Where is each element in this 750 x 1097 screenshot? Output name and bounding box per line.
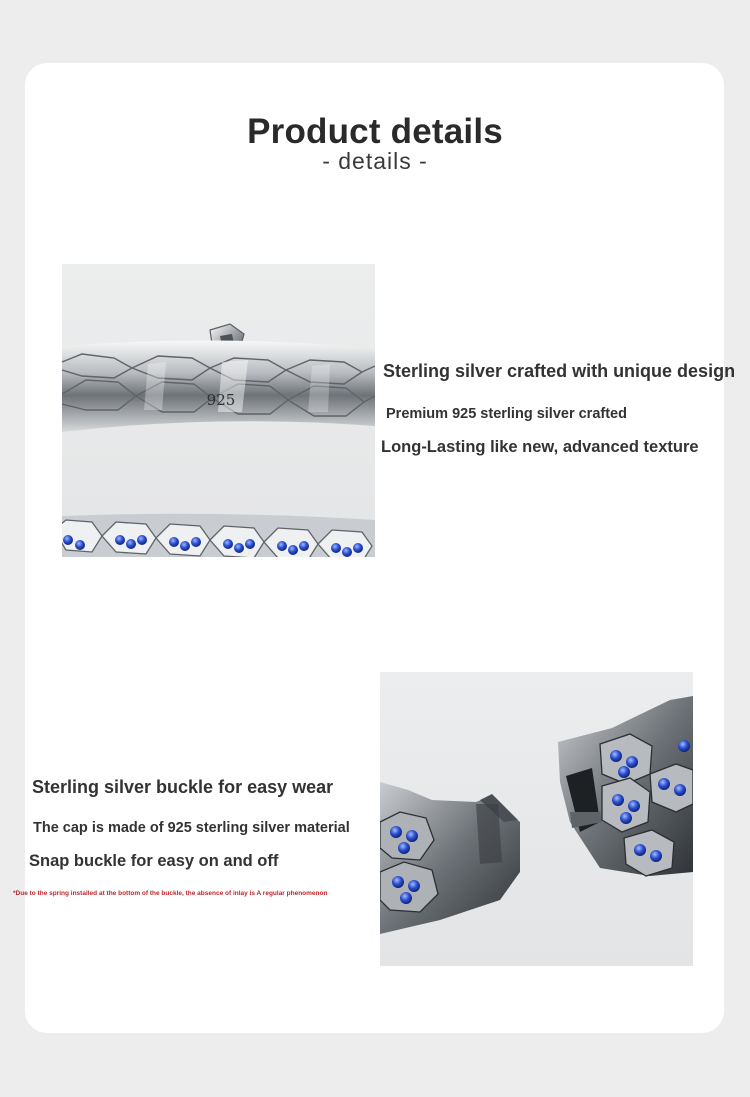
page-title: Product details <box>247 112 503 151</box>
buckle-closeup-image <box>380 672 693 966</box>
buckle-disclaimer-note: *Due to the spring installed at the bottom of the buckle, the absence of inlay is A regular phenomenon <box>13 890 328 897</box>
page-subtitle: - details - <box>322 148 428 174</box>
section2-line1: The cap is made of 925 sterling silver material <box>33 820 350 836</box>
section2-line2: Snap buckle for easy on and off <box>29 852 279 870</box>
section1-line2: Long-Lasting like new, advanced texture <box>381 438 699 456</box>
section2-heading: Sterling silver buckle for easy wear <box>32 777 334 797</box>
bracelet-closeup-image <box>62 264 375 557</box>
section1-line1: Premium 925 sterling silver crafted <box>386 406 627 422</box>
stamp-925-label: 925 <box>206 391 236 409</box>
section1-heading: Sterling silver crafted with unique design <box>383 361 736 381</box>
